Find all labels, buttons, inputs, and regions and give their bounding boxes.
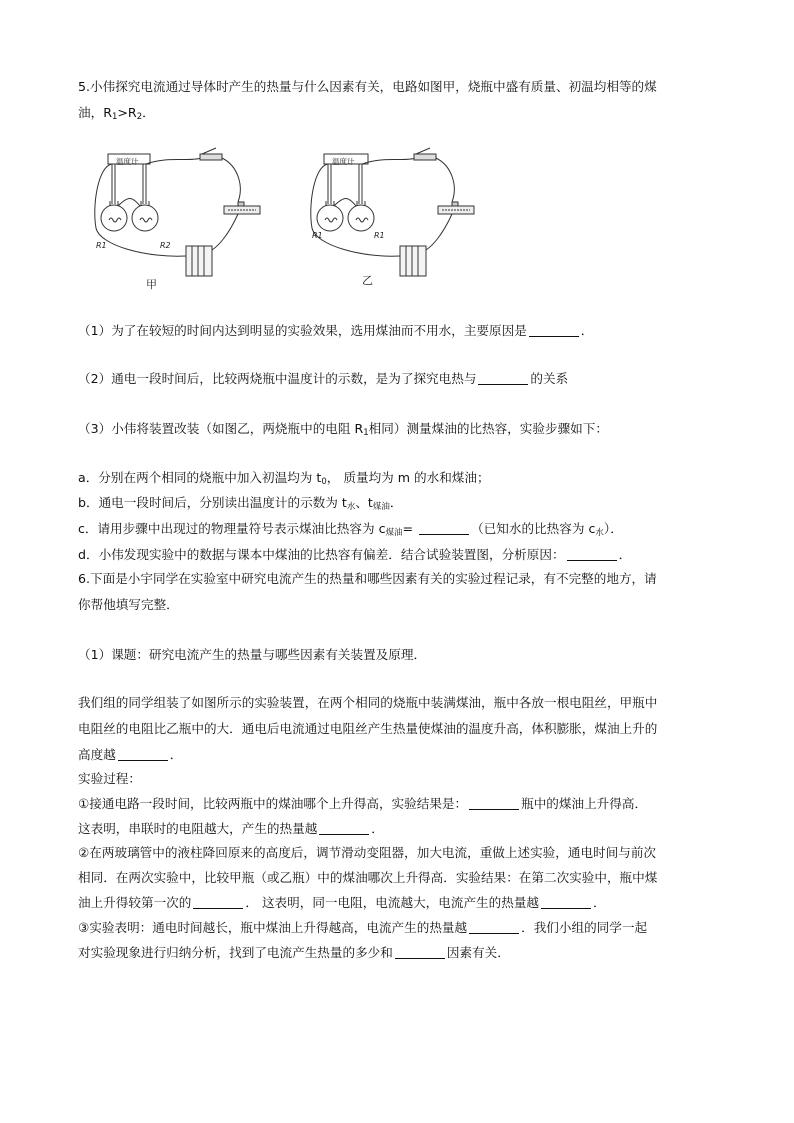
q6-step-2-line-3: 油上升得较第一次的 ． 这表明，同一电阻，电流越大，电流产生的热量越 ． [78, 895, 606, 910]
q5-step-a: a．分别在两个相同的烧瓶中加入初温均为 $t_0$， 质量均为 m 的水和煤油； [78, 470, 490, 487]
answer-blank[interactable] [419, 522, 469, 535]
answer-blank[interactable] [469, 797, 519, 810]
q6-process-heading: 实验过程： [78, 771, 141, 786]
q5-step-b: b．通电一段时间后，分别读出温度计的示数为 $t_水$、$t_{煤油}$． [78, 495, 403, 512]
answer-blank[interactable] [118, 748, 168, 761]
fig-b-r-right: R1 [374, 231, 385, 240]
q6-stem-line-2: 你帮他填写完整． [78, 597, 179, 612]
circuit-figures [88, 146, 508, 300]
q6-para-line-2: 电阻丝的电阻比乙瓶中的大．通电后电流通过电阻丝产生热量使煤油的温度升高，体积膨胀，煤油上升的 [78, 721, 658, 736]
q6-step-3-line-2: 对实验现象进行归纳分析，找到了电流产生热量的多少和 因素有关． [78, 945, 510, 960]
fig-b-caption: 乙 [362, 274, 373, 287]
fig-b-r-left: R1 [312, 231, 323, 240]
q6-topic: （1）课题：研究电流产生的热量与哪些因素有关装置及原理． [78, 647, 427, 662]
q6-stem-line-1: 6.下面是小宇同学在实验室中研究电流产生的热量和哪些因素有关的实验过程记录，有不完整的地方，请 [78, 571, 657, 586]
answer-blank[interactable] [193, 896, 243, 909]
q6-step-1-line-2: 这表明，串联时的电阻越大，产生的热量越 ． [78, 821, 384, 836]
fig-a-r-left: R1 [96, 241, 107, 250]
answer-blank[interactable] [529, 324, 579, 337]
answer-blank[interactable] [567, 548, 617, 561]
q5-step-c: c．请用步骤中出现过的物理量符号表示煤油比热容为 $c_{煤油}=$ （已知水的比热容为 $c_水$）． [78, 521, 623, 538]
q5-part-3: （3）小伟将装置改装（如图乙，两烧瓶中的电阻 $R_1$相同）测量煤油的比热容，实验步骤如下： [78, 421, 608, 438]
q5-part-2: （2）通电一段时间后，比较两烧瓶中温度计的示数，是为了探究电热与 的关系 [78, 371, 569, 386]
q6-step-1-line-1: ①接通电路一段时间，比较两瓶中的煤油哪个上升得高，实验结果是： 瓶中的煤油上升得高． [78, 796, 648, 811]
fig-a-caption: 甲 [146, 278, 157, 291]
q5-stem-line-2: 油，$R_1>R_2$． [78, 105, 155, 122]
q5-stem-line-1: 5.小伟探究电流通过导体时产生的热量与什么因素有关，电路如图甲，烧瓶中盛有质量、初温均相等的煤 [78, 79, 657, 94]
figure-a [95, 148, 260, 276]
answer-blank[interactable] [469, 921, 519, 934]
q5-step-d: d．小伟发现实验中的数据与课本中煤油的比热容有偏差．结合试验装置图，分析原因： ． [78, 547, 632, 562]
answer-blank[interactable] [478, 372, 528, 385]
answer-blank[interactable] [541, 896, 591, 909]
figure-b [311, 148, 474, 276]
q6-para-line-1: 我们组的同学组装了如图所示的实验装置，在两个相同的烧瓶中装满煤油，瓶中各放一根电阻丝，甲瓶中 [78, 695, 658, 710]
fig-a-thermo-label: 温度计 [116, 157, 139, 166]
answer-blank[interactable] [319, 822, 369, 835]
q6-step-3-line-1: ③实验表明：通电时间越长，瓶中煤油上升得越高，电流产生的热量越 ．我们小组的同学一起 [78, 920, 648, 935]
answer-blank[interactable] [395, 946, 445, 959]
q6-step-2-line-1: ②在两玻璃管中的液柱降回原来的高度后，调节滑动变阻器，加大电流，重做上述实验，通电时间与前次 [78, 845, 657, 860]
circuit-diagram [88, 146, 508, 296]
fig-a-r-right: R2 [160, 241, 171, 250]
fig-b-thermo-label: 温度计 [332, 157, 355, 166]
q6-step-2-line-2: 相同．在两次实验中，比较甲瓶（或乙瓶）中的煤油哪次上升得高．实验结果：在第二次实验中，瓶中煤 [78, 870, 658, 885]
q5-part-1: （1）为了在较短的时间内达到明显的实验效果，选用煤油而不用水，主要原因是 ． [78, 323, 594, 338]
q6-para-line-3: 高度越 ． [78, 747, 183, 762]
